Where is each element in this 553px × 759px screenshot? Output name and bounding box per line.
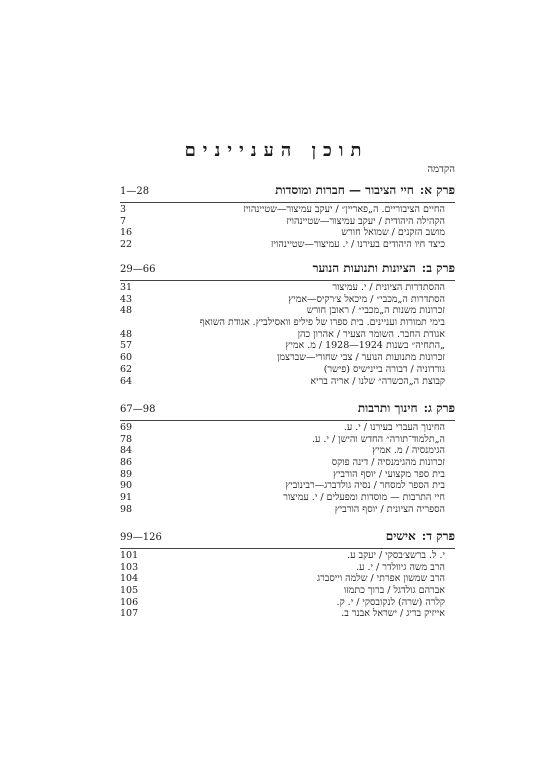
toc-entry bbox=[120, 457, 455, 469]
toc-entry bbox=[120, 597, 455, 609]
entry-page-number: 105 bbox=[120, 585, 139, 597]
entry-title: הרב משה גיוולדר / י. ע. bbox=[356, 561, 445, 573]
section-page-range: 1—28 bbox=[120, 186, 150, 197]
entry-title: „התחיה״ בשנות 1924—1928 / מ. אמיץ bbox=[285, 340, 445, 352]
entry-title: החינוך העברי בעירנו / י. ע. bbox=[343, 422, 445, 433]
entry-title: זכרונות משנות ה„מכבי״ / ראובן חורש bbox=[306, 305, 445, 317]
entry-page-number: 89 bbox=[120, 468, 133, 480]
toc-entry bbox=[120, 216, 455, 228]
section-heading bbox=[120, 183, 455, 199]
toc-entry bbox=[120, 504, 455, 516]
entry-title: זכרונות מהגימנסיה / דינה פוקס bbox=[331, 457, 445, 469]
entry-page-number: 43 bbox=[120, 293, 133, 305]
entry-page-number: 60 bbox=[120, 352, 133, 364]
section-title: אישים bbox=[385, 529, 416, 543]
entry-title: הרב שמשון אפרתי / שלמה וייסברג bbox=[316, 573, 445, 585]
toc-entry bbox=[120, 364, 455, 376]
entry-page-number: 31 bbox=[120, 282, 133, 293]
entry-title: י. ל. ברשצ׳בסקי / יעקב ע. bbox=[347, 550, 445, 561]
toc-entry bbox=[120, 294, 455, 306]
entry-page-number: 48 bbox=[120, 328, 133, 340]
toc-section bbox=[120, 529, 455, 620]
entry-page-number: 86 bbox=[120, 457, 133, 469]
entry-page-number: 103 bbox=[120, 561, 139, 573]
entry-title: בימי תמורות ועניינים. בית ספרו של פיליפ וואסילביץ. אגודת השואף bbox=[199, 317, 445, 329]
intro-entry: הקדמה bbox=[427, 164, 455, 175]
section-title: חינוך ותרבות bbox=[357, 401, 418, 415]
entry-title: כיצד חיו היהודים בעירנו / י. עמיצור—שטיינהויז bbox=[270, 239, 445, 251]
section-heading bbox=[120, 401, 455, 417]
entry-page-number: 16 bbox=[120, 227, 133, 239]
entry-title: בית ספר מקצועי / יוסף הורביץ bbox=[332, 468, 445, 480]
entry-page-number: 98 bbox=[120, 503, 133, 515]
section-rule bbox=[120, 280, 455, 281]
entry-title: קבוצת ה„הכשרה״ שלנו / אריה בריא bbox=[310, 375, 445, 387]
toc-entry bbox=[120, 282, 455, 294]
entry-title: אגודת החבר. השומר הצעיר / אהרון כהן bbox=[297, 328, 445, 340]
entry-page-number: 84 bbox=[120, 445, 133, 457]
section-page-range: 67—98 bbox=[120, 404, 156, 415]
toc-entry bbox=[120, 492, 455, 504]
toc-entry bbox=[120, 434, 455, 446]
section-label: פרק ג: bbox=[423, 401, 455, 415]
section-rule bbox=[120, 548, 455, 549]
toc-entry bbox=[120, 480, 455, 492]
toc-entry bbox=[120, 376, 455, 388]
entry-page-number: 69 bbox=[120, 422, 133, 433]
entry-title: מושב הזקנים / שמואל חורש bbox=[341, 227, 445, 239]
toc-entry bbox=[120, 227, 455, 239]
entry-title: אייזיק בריג / ישראל אבנר ב. bbox=[341, 608, 445, 620]
toc-entry bbox=[120, 305, 455, 317]
entry-page-number: 107 bbox=[120, 608, 139, 620]
toc-entry bbox=[120, 422, 455, 434]
toc-entry bbox=[120, 608, 455, 620]
entry-page-number: 101 bbox=[120, 550, 139, 561]
toc-entry bbox=[120, 585, 455, 597]
entry-page-number: 62 bbox=[120, 363, 133, 375]
entry-page-number: 48 bbox=[120, 305, 133, 317]
entry-title: קלרה (שרה) לנקובסקי / י. ק. bbox=[336, 596, 445, 608]
toc-entry bbox=[120, 329, 455, 341]
toc-entry bbox=[120, 562, 455, 574]
entry-title: ה„תלמוד־תורה״ החדש והישן / י. ע. bbox=[312, 433, 445, 445]
section-title: הציונות ותנועות הנוער bbox=[312, 261, 416, 275]
toc-section bbox=[120, 183, 455, 251]
toc-entry bbox=[120, 352, 455, 364]
entry-title: גורדוניה / דבורה ביינישיס (פישר) bbox=[323, 363, 445, 375]
section-heading bbox=[120, 261, 455, 277]
section-label: פרק ד: bbox=[421, 529, 455, 543]
entry-title: החיים הציבוריים. ה„פאריין״ / יעקב עמיצור—שטיינהויז bbox=[243, 204, 445, 215]
entry-title: בית הספר למסחר / נסיה גולדברג—רבינוביץ bbox=[285, 480, 445, 492]
entry-title: אברהם גולדגל / ברוך כתמזו bbox=[343, 585, 445, 597]
toc-entry bbox=[120, 573, 455, 585]
section-rule bbox=[120, 420, 455, 421]
entry-page-number: 78 bbox=[120, 433, 133, 445]
toc-entry bbox=[120, 239, 455, 251]
entry-page-number: 90 bbox=[120, 480, 133, 492]
section-page-range: 29—66 bbox=[120, 264, 156, 275]
section-heading bbox=[120, 529, 455, 545]
entry-page-number: 3 bbox=[120, 204, 127, 215]
entry-page-number: 104 bbox=[120, 573, 139, 585]
entry-page-number: 106 bbox=[120, 596, 139, 608]
toc-entry bbox=[120, 469, 455, 481]
toc-entry bbox=[120, 550, 455, 562]
page-title: תוכן העניינים bbox=[184, 140, 369, 161]
toc-entry bbox=[120, 445, 455, 457]
section-label: פרק א: bbox=[419, 183, 455, 197]
section-label: פרק ב: bbox=[421, 261, 455, 275]
entry-page-number: 57 bbox=[120, 340, 133, 352]
entry-title: הגימנסיה / מ. אמיץ bbox=[372, 445, 445, 457]
entry-page-number: 91 bbox=[120, 492, 133, 504]
section-page-range: 99—126 bbox=[120, 532, 162, 543]
toc-entry bbox=[120, 317, 455, 329]
section-rule bbox=[120, 202, 455, 203]
toc-section bbox=[120, 401, 455, 516]
entry-page-number: 7 bbox=[120, 215, 127, 227]
entry-page-number: 64 bbox=[120, 375, 133, 387]
entry-title: הקהילה היהודית / יעקב עמיצור—שטיינהויז bbox=[286, 215, 445, 227]
section-title: חיי הציבור — חברות ומוסדות bbox=[275, 183, 414, 197]
entry-title: חיי התרבות — מוסדות ומפעלים / י. עמיצור bbox=[283, 492, 445, 504]
toc-section bbox=[120, 261, 455, 387]
entry-title: הסתדרות ה„מכבי״ / מיכאל צ׳רקיס—אמיץ bbox=[288, 293, 445, 305]
entry-title: הספריה הציונית / יוסף הורביץ bbox=[334, 503, 445, 515]
entry-title: זכרונות מתנועות הנוער / צבי שחורי—שברצמן bbox=[276, 352, 445, 364]
toc-entry bbox=[120, 340, 455, 352]
entry-page-number: 22 bbox=[120, 239, 133, 251]
toc-entry bbox=[120, 204, 455, 216]
entry-title: ההסתדרות הציונית / י. עמיצור bbox=[332, 282, 445, 293]
